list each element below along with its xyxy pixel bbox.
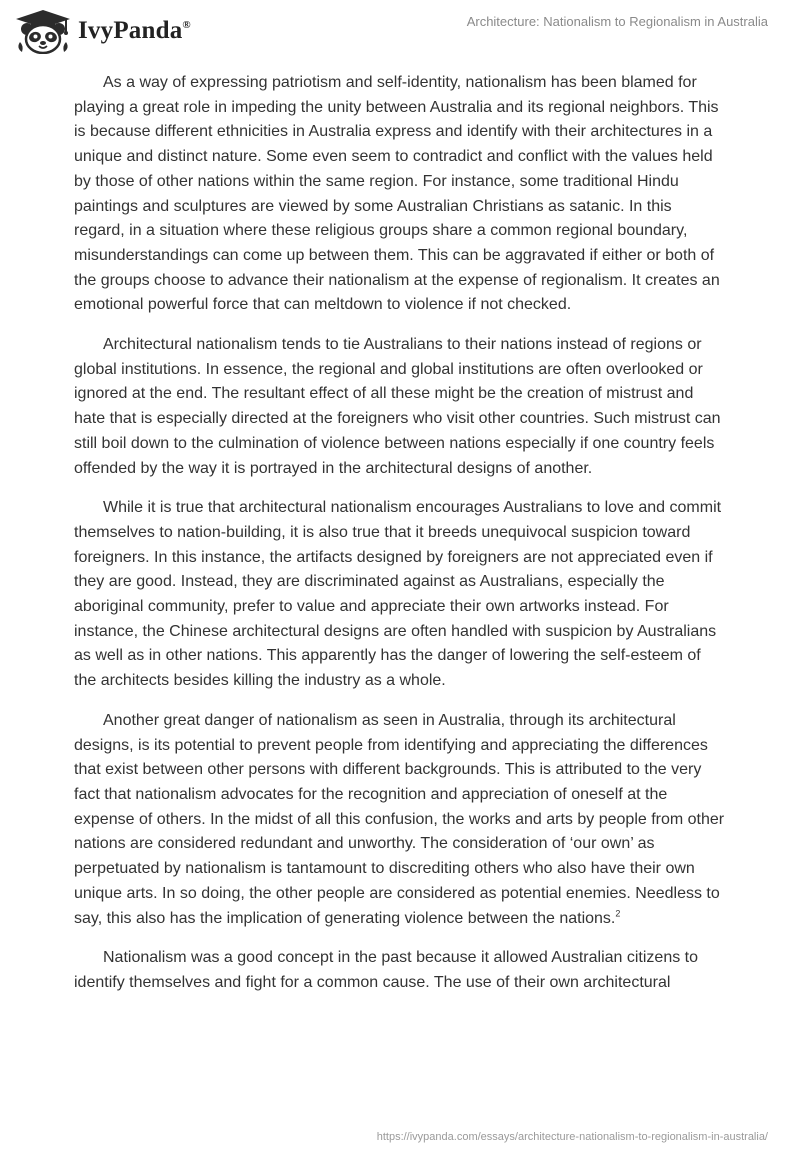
- panda-logo-icon: [14, 8, 72, 54]
- brand-logo[interactable]: [14, 8, 191, 54]
- page-header: [0, 0, 800, 64]
- paragraph-text: Nationalism was a good concept in the past because it allowed Australian citizens to identify themselves and fight for a common cause. The use of their own architectural: [74, 949, 699, 991]
- paragraph-text: While it is true that architectural nationalism encourages Australians to love and commit themselves to nation-building, it is also true that it breeds unequivocal suspicion toward foreigners. In this instance, the artifacts designed by foreigners are not appreciated even if they are good. Instead, they are discriminated against as Australians, especially the aboriginal community, prefer to value and appreciate their own artworks instead. For instance, the Chinese architectural designs are often handled with suspicion by Australians as well as in other nations. This apparently has the danger of lowering the self-esteem of the architects besides killing the industry as a whole.: [74, 499, 722, 690]
- paragraph: [74, 71, 726, 318]
- paragraph: [74, 709, 726, 931]
- document-title: Architecture: Nationalism to Regionalism in Australia: [466, 14, 768, 29]
- paragraph: [74, 946, 726, 995]
- registered-mark: ®: [182, 19, 191, 31]
- paragraph-text: As a way of expressing patriotism and self-identity, nationalism has been blamed for playing a great role in impeding the unity between Australia and its regional neighbors. This is because different ethnicities in Australia express and identify with their architectures in a unique and distinct nature. Some even seem to contradict and conflict with the values held by those of other nations within the same region. For instance, some traditional Hindu paintings and sculptures are viewed by some Australian Christians as satanic. In this regard, in a situation where these religious groups share a common regional boundary, misunderstandings can come up between them. This can be aggravated if either or both of the groups choose to advance their nationalism at the expense of regionalism. It creates an emotional powerful force that can meltdown to violence if not checked.: [74, 74, 720, 314]
- footnote-ref[interactable]: 2: [615, 908, 621, 919]
- paragraph-text: Architectural nationalism tends to tie Australians to their nations instead of regions or global institutions. In essence, the regional and global institutions are often overlooked or ignored at the end. The resultant effect of all these might be the creation of mistrust and hate that is especially directed at the foreigners who visit other countries. Such mistrust can still boil down to the culmination of violence between nations especially if one country feels offended by the way it is portrayed in the architectural designs of another.: [74, 336, 721, 477]
- paragraph: [74, 333, 726, 481]
- brand-name: [78, 17, 191, 45]
- source-url-link[interactable]: https://ivypanda.com/essays/architecture-nationalism-to-regionalism-in-australia/: [376, 1131, 768, 1143]
- essay-body: [74, 71, 726, 1011]
- paragraph-text: Another great danger of nationalism as seen in Australia, through its architectural designs, is its potential to prevent people from identifying and appreciating the differences that exist between other persons with different backgrounds. This is attributed to the very fact that nationalism advocates for the recognition and appreciation of oneself at the expense of others. In the midst of all this confusion, the works and arts by people from other nations are considered redundant and unworthy. The consideration of ‘our own’ as perpetuated by nationalism is tantamount to discrediting others who also have their own unique arts. In so doing, the other people are considered as potential enemies. Needless to say, this also has the implication of generating violence between the nations.: [74, 711, 725, 927]
- brand-text: IvyPanda: [78, 17, 183, 44]
- paragraph: [74, 496, 726, 694]
